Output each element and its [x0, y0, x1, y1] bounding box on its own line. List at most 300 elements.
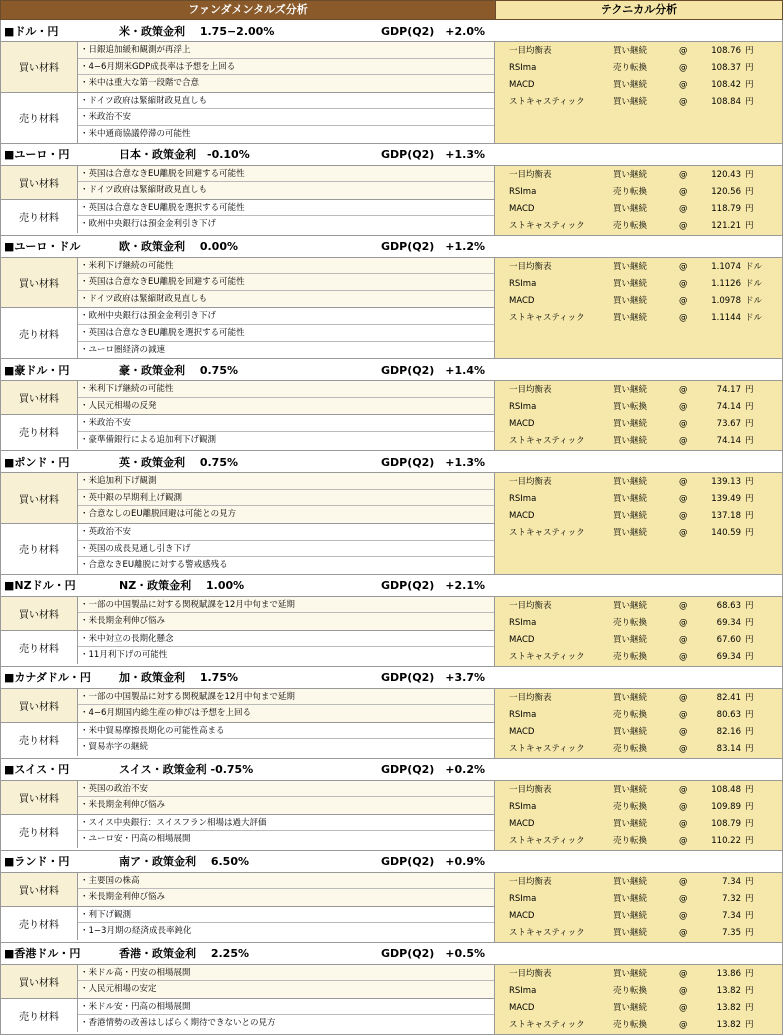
indicator-signal: 買い継続: [613, 600, 648, 611]
policy-rate: 日本・政策金利 -0.10%: [119, 148, 250, 162]
indicator-value: 80.63: [716, 709, 741, 720]
indicator-signal: 売り転換: [613, 835, 648, 846]
indicator-value: 108.76: [711, 46, 741, 56]
factor-item: ・米中対立の長期化懸念: [78, 631, 494, 648]
indicator-name: RSIma: [509, 617, 537, 628]
factor-item: ・日銀追加緩和観測が再浮上: [78, 42, 494, 59]
factor-item: ・欧州中央銀行は預金金利引き下げ: [80, 219, 217, 230]
currency-pair-name: ■ユーロ・円: [4, 148, 70, 162]
factor-item: ・合意なきEU離脱に対する警戒感残る: [80, 560, 228, 571]
factor-item: ・ドイツ政府は緊縮財政見直しも: [78, 93, 494, 110]
sell-factors-label: 売り材料: [1, 308, 78, 358]
fundamental-panel: [1, 42, 495, 143]
indicator-name: 一目均衡表: [509, 385, 552, 396]
buy-factors: [1, 42, 494, 93]
indicator-unit: 円: [745, 835, 754, 846]
indicator-name: ストキャスティック: [509, 312, 585, 323]
indicator-name: ストキャスティック: [509, 743, 585, 754]
factor-item: ・主要国の株高: [78, 873, 494, 890]
indicator-name: RSIma: [509, 893, 537, 904]
at-mark: @: [679, 910, 688, 921]
at-mark: @: [679, 169, 688, 180]
indicator-row: [495, 1000, 782, 1017]
buy-factors-label: 買い材料: [1, 42, 78, 92]
indicator-value: 69.34: [716, 617, 741, 628]
indicator-row: [495, 77, 782, 94]
currency-pair-name: ■ランド・円: [4, 855, 70, 869]
policy-rate: 欧・政策金利 0.00%: [119, 240, 238, 254]
indicator-unit: ドル: [745, 312, 763, 323]
indicator-row: [495, 615, 782, 632]
indicator-signal: 買い継続: [613, 784, 648, 795]
indicator-name: RSIma: [509, 709, 537, 720]
indicator-row: [495, 293, 782, 310]
gdp-growth: GDP(Q2) +3.7%: [381, 671, 486, 685]
indicator-value: 120.56: [711, 186, 741, 197]
buy-factors-label: 買い材料: [1, 473, 78, 523]
indicator-value: 139.13: [711, 477, 741, 488]
at-mark: @: [679, 220, 688, 231]
indicator-signal: 売り転換: [613, 1019, 648, 1030]
indicator-value: 68.63: [716, 600, 741, 611]
buy-factors: [1, 781, 494, 815]
sell-factors-label: 売り材料: [1, 723, 78, 756]
factor-item: ・人民元相場の安定: [78, 981, 494, 998]
factor-item: ・米ドル安・円高の相場展開: [78, 999, 494, 1016]
indicator-value: 140.59: [711, 528, 741, 539]
currency-section: [0, 144, 783, 236]
buy-factors-label: 買い材料: [1, 166, 78, 199]
indicator-value: 13.82: [716, 1019, 741, 1030]
indicator-row: [495, 60, 782, 77]
sell-factors-label: 売り材料: [1, 200, 78, 233]
indicator-name: 一目均衡表: [509, 968, 552, 979]
technical-panel: [495, 781, 782, 850]
factor-item: ・英国は合意なきEU離脱を回避する可能性: [78, 166, 494, 183]
indicator-name: ストキャスティック: [509, 927, 585, 938]
gdp-growth: GDP(Q2) +0.2%: [381, 763, 486, 777]
technical-panel: [495, 473, 782, 574]
factor-item: ・英国は合意なきEU離脱を選択する可能性: [78, 200, 494, 217]
indicator-value: 118.79: [711, 203, 741, 214]
technical-header: テクニカル分析: [495, 1, 782, 19]
at-mark: @: [679, 784, 688, 795]
indicator-unit: 円: [745, 927, 754, 938]
indicator-signal: 買い継続: [613, 169, 648, 180]
sell-factors-label: 売り材料: [1, 631, 78, 664]
at-mark: @: [679, 312, 688, 323]
indicator-unit: 円: [745, 1002, 754, 1013]
factor-item: ・欧州中央銀行は預金金利引き下げ: [78, 308, 494, 325]
factor-item: ・米中貿易摩擦長期化の可能性高まる: [78, 723, 494, 740]
indicator-signal: 買い継続: [613, 419, 648, 430]
technical-panel: [495, 689, 782, 758]
indicator-signal: 買い継続: [613, 477, 648, 488]
buy-factors: [1, 965, 494, 999]
indicator-signal: 買い継続: [613, 436, 648, 447]
factor-item: ・米長期金利伸び悩み: [78, 889, 494, 906]
currency-section: [0, 236, 783, 360]
indicator-row: [495, 799, 782, 816]
indicator-signal: 買い継続: [613, 203, 648, 214]
buy-factors-label: 買い材料: [1, 597, 78, 630]
buy-factors: [1, 473, 494, 524]
buy-factors: [1, 166, 494, 200]
indicator-signal: 買い継続: [613, 295, 648, 306]
at-mark: @: [679, 726, 688, 737]
gdp-growth: GDP(Q2) +1.3%: [381, 455, 486, 469]
indicator-value: 110.22: [711, 835, 741, 846]
indicator-name: MACD: [509, 80, 535, 90]
fundamental-panel: [1, 258, 495, 359]
section-title-row: [1, 575, 782, 597]
indicator-name: MACD: [509, 634, 535, 645]
indicator-unit: 円: [745, 893, 754, 904]
indicator-row: [495, 43, 782, 60]
indicator-value: 7.35: [722, 927, 741, 938]
indicator-value: 1.1126: [711, 278, 741, 289]
policy-rate: 南ア・政策金利 6.50%: [119, 855, 249, 869]
section-title-row: [1, 359, 782, 381]
indicator-unit: 円: [745, 436, 754, 447]
indicator-unit: 円: [745, 528, 754, 539]
sell-factors: [1, 524, 494, 574]
indicator-unit: 円: [745, 80, 754, 90]
indicator-signal: 買い継続: [613, 692, 648, 703]
sell-factors: [1, 200, 494, 233]
at-mark: @: [679, 261, 688, 272]
at-mark: @: [679, 295, 688, 306]
buy-factors-label: 買い材料: [1, 873, 78, 906]
policy-rate: 豪・政策金利 0.75%: [119, 363, 238, 377]
at-mark: @: [679, 985, 688, 996]
policy-rate: 英・政策金利 0.75%: [119, 455, 238, 469]
indicator-signal: 買い継続: [613, 494, 648, 505]
indicator-signal: 買い継続: [613, 80, 648, 90]
indicator-signal: 買い継続: [613, 910, 648, 921]
factor-item: ・一部の中国製品に対する関税賦課を12月中旬まで延期: [78, 689, 494, 706]
indicator-name: 一目均衡表: [509, 784, 552, 795]
indicator-value: 7.34: [722, 910, 741, 921]
indicator-value: 69.34: [716, 651, 741, 662]
at-mark: @: [679, 835, 688, 846]
indicator-name: MACD: [509, 295, 535, 306]
sell-factors: [1, 415, 494, 448]
buy-factors-label: 買い材料: [1, 689, 78, 722]
at-mark: @: [679, 80, 688, 90]
indicator-unit: 円: [745, 818, 754, 829]
indicator-name: ストキャスティック: [509, 1019, 585, 1030]
indicator-signal: 買い継続: [613, 97, 648, 107]
indicator-signal: 買い継続: [613, 278, 648, 289]
indicator-row: [495, 983, 782, 1000]
indicator-unit: 円: [745, 186, 754, 197]
indicator-signal: 売り転換: [613, 617, 648, 628]
indicator-value: 120.43: [711, 169, 741, 180]
indicator-row: [495, 782, 782, 799]
at-mark: @: [679, 402, 688, 413]
indicator-signal: 買い継続: [613, 261, 648, 272]
indicator-unit: 円: [745, 63, 754, 73]
indicator-row: [495, 508, 782, 525]
gdp-growth: GDP(Q2) +0.9%: [381, 855, 486, 869]
at-mark: @: [679, 385, 688, 396]
sell-factors-label: 売り材料: [1, 999, 78, 1032]
indicator-signal: 買い継続: [613, 927, 648, 938]
indicator-name: RSIma: [509, 278, 537, 289]
indicator-signal: 買い継続: [613, 385, 648, 396]
section-title-row: [1, 236, 782, 258]
sell-factors: [1, 723, 494, 756]
factor-item: ・スイス中央銀行：スイスフラン相場は過大評価: [78, 815, 494, 832]
indicator-value: 73.67: [716, 419, 741, 430]
indicator-row: [495, 598, 782, 615]
technical-panel: [495, 873, 782, 942]
indicator-row: [495, 925, 782, 942]
indicator-signal: 買い継続: [613, 1002, 648, 1013]
factor-item: ・米ドル高・円安の相場展開: [78, 965, 494, 982]
at-mark: @: [679, 634, 688, 645]
indicator-row: [495, 184, 782, 201]
indicator-unit: 円: [745, 801, 754, 812]
indicator-name: MACD: [509, 1002, 535, 1013]
indicator-unit: 円: [745, 477, 754, 488]
section-title-row: [1, 759, 782, 781]
factor-item: ・米長期金利伸び悩み: [78, 613, 494, 630]
currency-pair-name: ■香港ドル・円: [4, 947, 81, 961]
sell-factors-label: 売り材料: [1, 815, 78, 848]
indicator-name: RSIma: [509, 985, 537, 996]
indicator-row: [495, 491, 782, 508]
factor-item: ・4−6月期国内総生産の伸びは予想を上回る: [78, 705, 494, 722]
indicator-signal: 買い継続: [613, 876, 648, 887]
indicator-row: [495, 399, 782, 416]
sell-factors: [1, 815, 494, 848]
indicator-row: [495, 908, 782, 925]
indicator-signal: 買い継続: [613, 528, 648, 539]
indicator-row: [495, 310, 782, 327]
at-mark: @: [679, 651, 688, 662]
at-mark: @: [679, 46, 688, 56]
indicator-signal: 売り転換: [613, 801, 648, 812]
indicator-unit: ドル: [745, 261, 763, 272]
indicator-value: 121.21: [711, 220, 741, 231]
indicator-row: [495, 690, 782, 707]
indicator-signal: 買い継続: [613, 893, 648, 904]
policy-rate: 加・政策金利 1.75%: [119, 671, 238, 685]
indicator-row: [495, 525, 782, 542]
gdp-growth: GDP(Q2) +2.0%: [381, 24, 486, 38]
at-mark: @: [679, 419, 688, 430]
indicator-unit: 円: [745, 651, 754, 662]
at-mark: @: [679, 801, 688, 812]
indicator-name: MACD: [509, 419, 535, 430]
indicator-unit: 円: [745, 46, 754, 56]
at-mark: @: [679, 97, 688, 107]
indicator-row: [495, 201, 782, 218]
indicator-row: [495, 416, 782, 433]
indicator-unit: 円: [745, 220, 754, 231]
currency-pair-name: ■ユーロ・ドル: [4, 240, 81, 254]
indicator-value: 1.1144: [711, 312, 741, 323]
indicator-unit: 円: [745, 617, 754, 628]
factor-item: ・英中銀の早期利上げ観測: [78, 490, 494, 507]
buy-factors: [1, 381, 494, 415]
indicator-value: 108.42: [711, 80, 741, 90]
sell-factors: [1, 631, 494, 664]
fundamental-panel: [1, 473, 495, 574]
indicator-value: 74.14: [716, 402, 741, 413]
indicator-unit: ドル: [745, 278, 763, 289]
policy-rate: 香港・政策金利 2.25%: [119, 947, 249, 961]
at-mark: @: [679, 203, 688, 214]
indicator-row: [495, 707, 782, 724]
indicator-row: [495, 474, 782, 491]
indicator-value: 83.14: [716, 743, 741, 754]
factor-item: ・利下げ観測: [78, 907, 494, 924]
factor-item: ・米中は重大な第一段階で合意: [78, 75, 494, 92]
indicator-value: 108.37: [711, 63, 741, 73]
sections-container: [0, 20, 783, 1035]
sell-factors: [1, 308, 494, 358]
factor-item: ・ドイツ政府は緊縮財政見直しも: [78, 182, 494, 199]
at-mark: @: [679, 528, 688, 539]
factor-item: ・英国は合意なきEU離脱を選択する可能性: [78, 325, 494, 342]
factor-item: ・11月利下げの可能性: [80, 650, 168, 661]
factor-item: ・米長期金利伸び悩み: [78, 797, 494, 814]
indicator-row: [495, 433, 782, 450]
indicator-row: [495, 218, 782, 235]
sell-factors: [1, 907, 494, 940]
technical-panel: [495, 258, 782, 359]
indicator-signal: 売り転換: [613, 651, 648, 662]
policy-rate: 米・政策金利 1.75−2.00%: [119, 24, 275, 38]
indicator-unit: 円: [745, 692, 754, 703]
factor-item: ・一部の中国製品に対する関税賦課を12月中旬まで延期: [78, 597, 494, 614]
indicator-signal: 買い転換: [613, 402, 648, 413]
buy-factors-label: 買い材料: [1, 258, 78, 308]
indicator-unit: 円: [745, 1019, 754, 1030]
currency-pair-name: ■カナダドル・円: [4, 671, 91, 685]
technical-panel: [495, 597, 782, 666]
buy-factors: [1, 689, 494, 723]
at-mark: @: [679, 709, 688, 720]
indicator-value: 13.86: [716, 968, 741, 979]
at-mark: @: [679, 968, 688, 979]
indicator-name: ストキャスティック: [509, 220, 585, 231]
indicator-value: 108.84: [711, 97, 741, 107]
sell-factors-label: 売り材料: [1, 415, 78, 448]
indicator-row: [495, 891, 782, 908]
buy-factors: [1, 597, 494, 631]
gdp-growth: GDP(Q2) +2.1%: [381, 579, 486, 593]
indicator-signal: 買い継続: [613, 726, 648, 737]
buy-factors-label: 買い材料: [1, 381, 78, 414]
at-mark: @: [679, 617, 688, 628]
indicator-value: 74.17: [716, 385, 741, 396]
indicator-unit: 円: [745, 169, 754, 180]
indicator-unit: 円: [745, 784, 754, 795]
at-mark: @: [679, 477, 688, 488]
indicator-signal: 買い継続: [613, 312, 648, 323]
currency-section: [0, 943, 783, 1035]
factor-item: ・香港情勢の改善はしばらく期待できないとの見方: [80, 1018, 276, 1029]
indicator-name: 一目均衡表: [509, 876, 552, 887]
factor-item: ・米政治不安: [78, 415, 494, 432]
currency-pair-name: ■スイス・円: [4, 763, 70, 777]
indicator-unit: 円: [745, 385, 754, 396]
indicator-row: [495, 724, 782, 741]
currency-section: [0, 359, 783, 451]
indicator-unit: 円: [745, 726, 754, 737]
factor-item: ・英国の政治不安: [78, 781, 494, 798]
indicator-row: [495, 94, 782, 111]
sell-factors-label: 売り材料: [1, 524, 78, 574]
indicator-name: RSIma: [509, 63, 537, 73]
factor-item: ・豪準備銀行による追加利下げ観測: [80, 434, 217, 445]
indicator-value: 82.41: [716, 692, 741, 703]
indicator-name: 一目均衡表: [509, 692, 552, 703]
indicator-unit: 円: [745, 709, 754, 720]
section-title-row: [1, 451, 782, 473]
indicator-unit: 円: [745, 511, 754, 522]
indicator-row: [495, 632, 782, 649]
currency-section: [0, 20, 783, 144]
gdp-growth: GDP(Q2) +1.4%: [381, 363, 486, 377]
indicator-value: 13.82: [716, 985, 741, 996]
indicator-name: 一目均衡表: [509, 169, 552, 180]
buy-factors: [1, 873, 494, 907]
indicator-name: MACD: [509, 726, 535, 737]
currency-section: [0, 667, 783, 759]
section-title-row: [1, 667, 782, 689]
factor-item: ・4−6月期米GDP成長率は予想を上回る: [78, 59, 494, 76]
factor-item: ・1−3月期の経済成長率鈍化: [80, 926, 192, 937]
at-mark: @: [679, 436, 688, 447]
at-mark: @: [679, 743, 688, 754]
indicator-name: RSIma: [509, 801, 537, 812]
indicator-value: 7.34: [722, 876, 741, 887]
fundamental-panel: [1, 381, 495, 450]
indicator-name: MACD: [509, 203, 535, 214]
factor-item: ・貿易赤字の継続: [80, 742, 149, 753]
at-mark: @: [679, 1019, 688, 1030]
indicator-name: ストキャスティック: [509, 528, 585, 539]
indicator-signal: 買い継続: [613, 968, 648, 979]
buy-factors-label: 買い材料: [1, 781, 78, 814]
at-mark: @: [679, 63, 688, 73]
indicator-row: [495, 1017, 782, 1034]
indicator-value: 137.18: [711, 511, 741, 522]
indicator-row: [495, 276, 782, 293]
policy-rate: スイス・政策金利 -0.75%: [119, 763, 254, 777]
fundamental-panel: [1, 689, 495, 758]
factor-item: ・米政治不安: [78, 109, 494, 126]
indicator-signal: 買い継続: [613, 818, 648, 829]
indicator-row: [495, 874, 782, 891]
indicator-row: [495, 382, 782, 399]
currency-section: [0, 575, 783, 667]
currency-section: [0, 851, 783, 943]
currency-pair-name: ■ドル・円: [4, 24, 59, 38]
currency-pair-name: ■NZドル・円: [4, 579, 76, 593]
indicator-value: 7.32: [722, 893, 741, 904]
section-title-row: [1, 20, 782, 42]
factor-item: ・米利下げ継続の可能性: [78, 258, 494, 275]
indicator-row: [495, 816, 782, 833]
indicator-row: [495, 167, 782, 184]
fundamental-panel: [1, 965, 495, 1034]
